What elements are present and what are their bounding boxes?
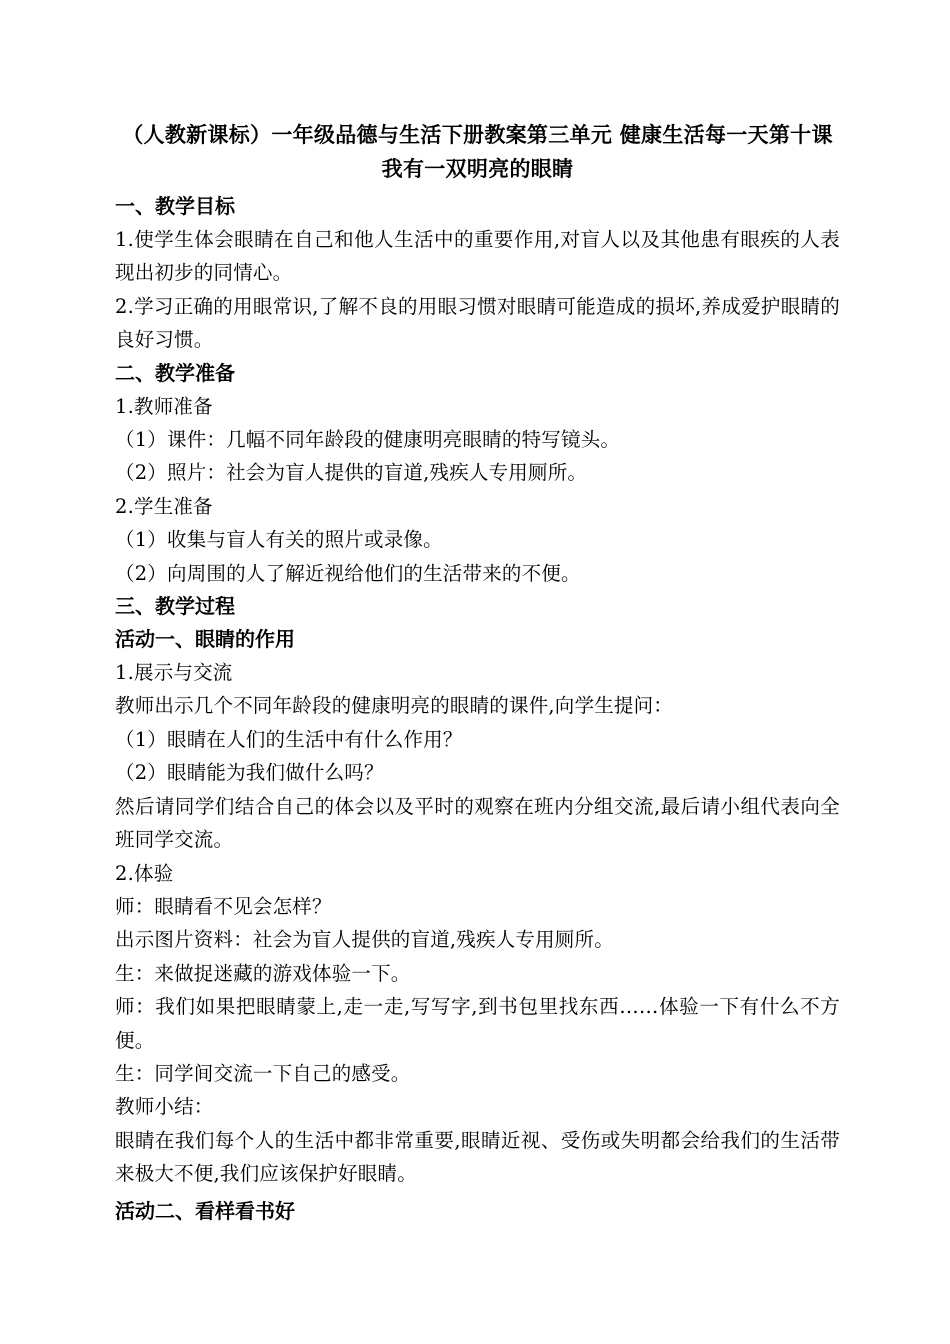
- paragraph: 1.使学生体会眼睛在自己和他人生活中的重要作用,对盲人以及其他患有眼疾的人表现出初步的同情心。: [115, 228, 840, 285]
- activity-heading: 活动二、看样看书好: [115, 1198, 295, 1223]
- paragraph: （1）收集与盲人有关的照片或录像。: [115, 528, 443, 552]
- paragraph: 2.体验: [115, 861, 174, 885]
- document-title: （人教新课标）一年级品德与生活下册教案第三单元 健康生活每一天第十课 我有一双明亮的眼睛: [122, 123, 833, 181]
- section-heading: 二、教学准备: [115, 360, 235, 385]
- activity-heading: 活动一、眼睛的作用: [115, 627, 295, 652]
- paragraph: 2.学生准备: [115, 494, 213, 518]
- paragraph: 然后请同学们结合自己的体会以及平时的观察在班内分组交流,最后请小组代表向全班同学交流。: [115, 794, 840, 852]
- paragraph: 生：来做捉迷藏的游戏体验一下。: [115, 961, 411, 985]
- paragraph: 师：我们如果把眼睛蒙上,走一走,写写字,到书包里找东西……体验一下有什么不方便。: [115, 995, 840, 1052]
- paragraph: 出示图片资料：社会为盲人提供的盲道,残疾人专用厕所。: [115, 928, 614, 952]
- paragraph: （2）照片：社会为盲人提供的盲道,残疾人专用厕所。: [115, 461, 588, 485]
- paragraph: 1.教师准备: [115, 394, 213, 418]
- paragraph: 教师出示几个不同年龄段的健康明亮的眼睛的课件,向学生提问：: [115, 694, 673, 718]
- paragraph: （1）课件：几幅不同年龄段的健康明亮眼睛的特写镜头。: [115, 428, 621, 452]
- section-heading: 三、教学过程: [115, 594, 235, 619]
- paragraph: （2）向周围的人了解近视给他们的生活带来的不便。: [115, 561, 581, 585]
- paragraph: 2.学习正确的用眼常识,了解不良的用眼习惯对眼睛可能造成的损坏,养成爱护眼睛的良好习惯。: [115, 294, 840, 352]
- paragraph: 生：同学间交流一下自己的感受。: [115, 1061, 411, 1085]
- paragraph: 教师小结：: [115, 1095, 214, 1119]
- section-heading: 一、教学目标: [115, 194, 235, 218]
- paragraph: 1.展示与交流: [115, 661, 233, 685]
- paragraph: 师：眼睛看不见会怎样？: [115, 894, 332, 918]
- paragraph: （1）眼睛在人们的生活中有什么作用？: [115, 727, 463, 751]
- document-page: [115, 118, 840, 1228]
- paragraph: （2）眼睛能为我们做什么吗？: [115, 761, 384, 785]
- paragraph: 眼睛在我们每个人的生活中都非常重要,眼睛近视、受伤或失明都会给我们的生活带来极大不便,我们应该保护好眼睛。: [115, 1128, 840, 1186]
